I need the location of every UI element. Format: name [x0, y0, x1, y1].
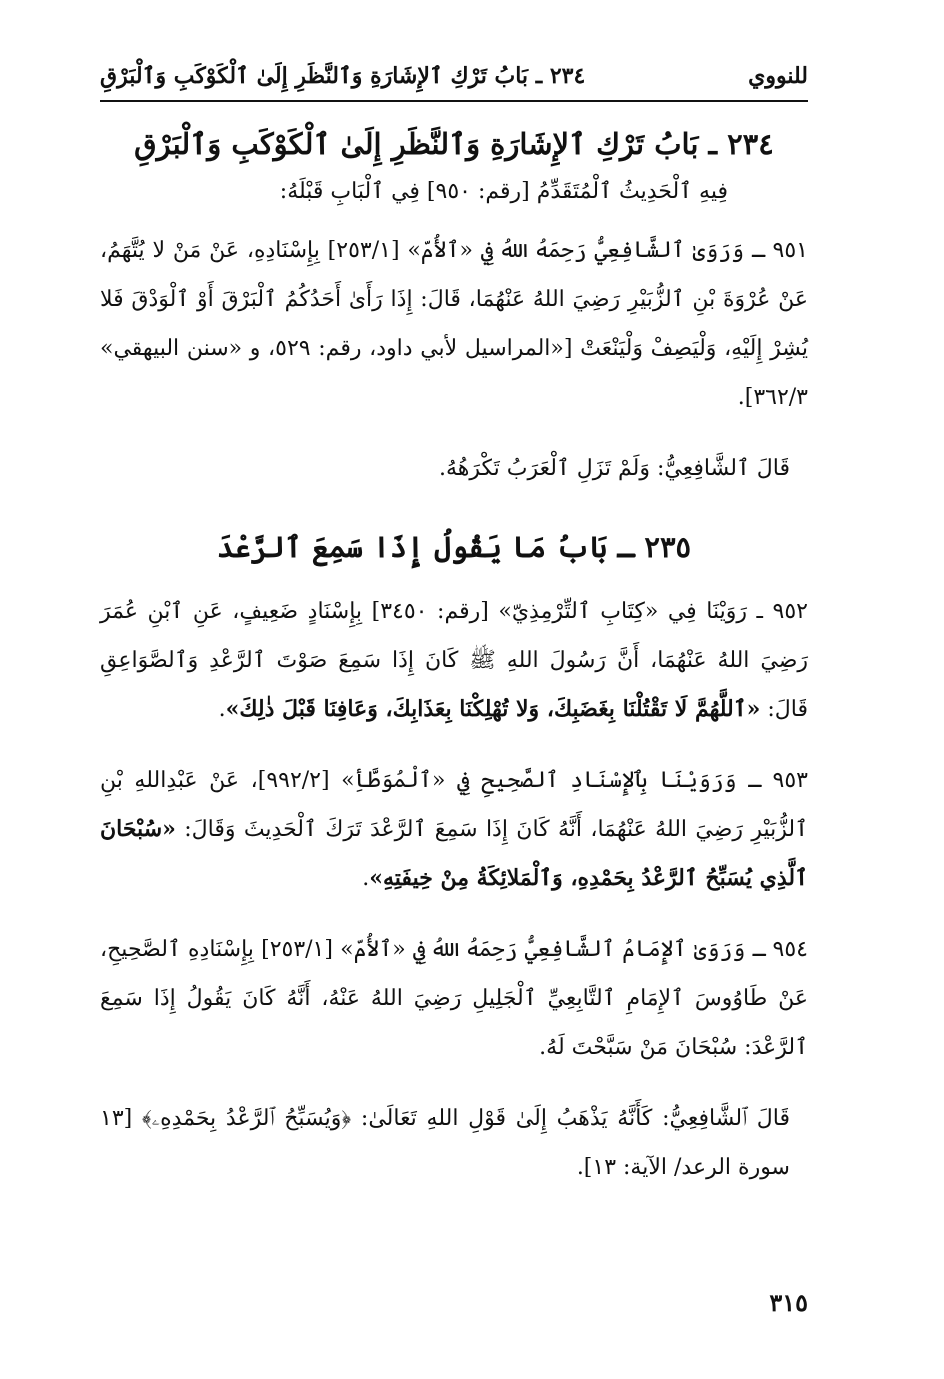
hadith-953 — [100, 756, 808, 903]
running-header — [100, 58, 808, 102]
hadith-951: ٩٥١ ـ وَرَوَىٰ ٱلشَّافِعِيُّ رَحِمَهُ اللهُ فِي «ٱلأُمّ» [٢٥٣/١] بِإِسْنَادِهِ، عَنْ مَنْ لا يُتَّهَمُ، عَنْ عُرْوَةَ بْنِ ٱلزُّبَيْرِ رَضِيَ اللهُ عَنْهُمَا، قَالَ: إِذَا رَأَىٰ أَحَدُكُمُ ٱلْبَرْقَ أَوْ ٱلْوَدْقَ فَلا يُشِرْ إِلَيْهِ، وَلْيَصِفْ وَلْيَنْعَتْ [«المراسيل لأبي داود، رقم: ٥٢٩، و «سنن البيهقي» ٣٦٢/٣]. — [100, 238, 808, 410]
shafii-comment-235: قَالَ ٱلشَّافِعِيُّ: كَأَنَّهُ يَذْهَبُ إِلَىٰ قَوْلِ اللهِ تَعَالَىٰ: ﴿وَيُسَبِّحُ ٱلرَّعْدُ بِحَمْدِهِۦ﴾ [١٣ سورة الرعد/ الآية: ١٣]. — [100, 1106, 790, 1180]
hadith-954: ٩٥٤ ـ وَرَوَىٰ ٱلإِمَامُ ٱلشَّافِعِيُّ رَحِمَهُ اللهُ فِي «ٱلأُمّ» [٢٥٣/١] بِإِسْنَادِهِ ٱلصَّحِيحِ، عَنْ طَاوُوسَ ٱلإِمَامِ ٱلتَّابِعِيِّ ٱلْجَلِيلِ رَضِيَ اللهُ عَنْهُ، أَنَّهُ كَانَ يَقُولُ إِذَا سَمِعَ ٱلرَّعْدَ: سُبْحَانَ مَنْ سَبَّحْتَ لَهُ. — [100, 937, 808, 1060]
page-number: ٣١٥ — [769, 1288, 808, 1317]
book-page — [100, 58, 808, 1328]
hadith-952 — [100, 587, 808, 734]
hadith-952-end: . — [218, 697, 226, 722]
chapter-title-235: ٢٣٥ ـ بَابُ مَا يَقُولُ إِذَا سَمِعَ ٱلرَّعْدَ — [216, 530, 692, 564]
header-chapter-title: ٢٣٤ ـ بَابُ تَرْكِ ٱلإِشَارَةِ وَٱلنَّظَرِ إِلَىٰ ٱلْكَوْكَبِ وَٱلْبَرْقِ — [100, 63, 586, 89]
hadith-952-dua: «ٱللَّهُمَّ لَا تَقْتُلْنَا بِغَضَبِكَ، وَلا تُهْلِكْنَا بِعَذَابِكَ، وَعَافِنَا قَبْلَ ذٰلِكَ» — [225, 696, 761, 722]
hadith-953-dua: «سُبْحَانَ ٱلَّذِي يُسَبِّحُ ٱلرَّعْدُ بِحَمْدِهِ، وَٱلْمَلائِكَةُ مِنْ خِيفَتِهِ» — [100, 816, 808, 891]
hadith-953-text: ٩٥٣ ـ وَرَوَيْنَا بِٱلإِسْنَادِ ٱلصَّحِيحِ فِي «ٱلْمُوَطَّأِ» [٩٩٢/٢]، عَنْ عَبْدِاللهِ بْنِ ٱلزُّبَيْرِ رَضِيَ اللهُ عَنْهُمَا، أَنَّهُ كَانَ إِذَا سَمِعَ ٱلرَّعْدَ تَرَكَ ٱلْحَدِيثَ وَقَالَ: — [100, 768, 808, 842]
hadith-952-text: ٩٥٢ ـ رَوَيْنَا فِي «كِتَابِ ٱلتِّرْمِذِيّ» [رقم: ٣٤٥٠] بِإِسْنَادٍ ضَعِيفٍ، عَنِ ٱبْنِ عُمَرَ رَضِيَ اللهُ عَنْهُمَا، أَنَّ رَسُولَ اللهِ ﷺ كَانَ إِذَا سَمِعَ صَوْتَ ٱلرَّعْدِ وَٱلصَّوَاعِقِ قَالَ: — [100, 599, 808, 722]
chapter-234-intro: فِيهِ ٱلْحَدِيثُ ٱلْمُتَقَدِّمُ [رقم: ٩٥٠] فِي ٱلْبَابِ قَبْلَهُ: — [279, 179, 728, 204]
shafii-comment-234: قَالَ ٱلشَّافِعِيُّ: وَلَمْ تَزَلِ ٱلْعَرَبُ تَكْرَهُهُ. — [438, 456, 790, 481]
hadith-953-end: . — [362, 866, 370, 891]
chapter-title-234: ٢٣٤ ـ بَابُ تَرْكِ ٱلإِشَارَةِ وَٱلنَّظَرِ إِلَىٰ ٱلْكَوْكَبِ وَٱلْبَرْقِ — [134, 127, 774, 161]
header-book-credit: للنووي — [748, 63, 808, 89]
